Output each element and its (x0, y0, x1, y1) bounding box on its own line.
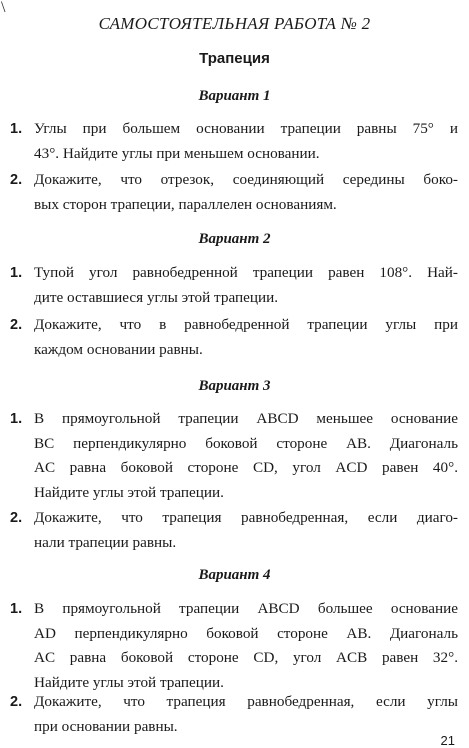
problem-number: 1. (10, 411, 23, 427)
variant-4-problem-1 (10, 597, 458, 695)
problem-line: Докажите, что отрезок, соединяющий середины боко- (34, 171, 458, 188)
corner-mark: \ (1, 0, 6, 16)
variant-3-problem-1 (10, 407, 458, 505)
variant-4-title: Вариант 4 (198, 567, 271, 583)
problem-line: BC перпендикулярно боковой стороне AB. Диагональ (34, 434, 458, 452)
problem-line: Углы при большем основании трапеции равны 75° и (34, 120, 458, 137)
problem-number: 1. (10, 121, 23, 137)
worksheet-header: САМОСТОЯТЕЛЬНАЯ РАБОТА № 2 (98, 14, 371, 33)
variant-2-problem-1 (10, 261, 458, 310)
problem-line: Докажите, что трапеция равнобедренная, если диаго- (34, 509, 458, 526)
problem-line: Докажите, что в равнобедренной трапеции углы при (34, 316, 458, 333)
variant-2-problem-2 (10, 313, 458, 362)
variant-2-title: Вариант 2 (198, 231, 271, 247)
problem-line: В прямоугольной трапеции ABCD большее основание (34, 600, 458, 617)
problem-line: AC равна боковой стороне CD, угол ACD равен 40°. (34, 459, 458, 476)
problem-number: 2. (10, 317, 23, 333)
problem-number: 2. (10, 172, 23, 188)
variant-3-title: Вариант 3 (198, 378, 271, 394)
problem-line: Найдите углы этой трапеции. (34, 483, 224, 501)
problem-number: 2. (10, 694, 23, 710)
variant-3-problem-2 (10, 506, 458, 555)
problem-line: нали трапеции равны. (34, 533, 177, 551)
problem-line: AC равна боковой стороне CD, угол ACB равен 32°. (34, 649, 458, 666)
problem-line: каждом основании равны. (34, 340, 203, 358)
problem-line: Докажите, что трапеция равнобедренная, если углы (34, 693, 458, 710)
variant-1-problem-2 (10, 168, 458, 217)
problem-line: AD перпендикулярно боковой стороне AB. Диагональ (34, 624, 458, 642)
variant-1-problem-1 (10, 117, 458, 166)
variant-1-title: Вариант 1 (198, 88, 271, 104)
problem-line: вых сторон трапеции, параллелен основаниям. (34, 195, 337, 213)
problem-line: Тупой угол равнобедренной трапеции равен 108°. Най- (34, 264, 458, 281)
problem-line: дите оставшиеся углы этой трапеции. (34, 288, 279, 306)
problem-line: 43°. Найдите углы при меньшем основании. (34, 144, 320, 162)
topic-title: Трапеция (199, 50, 270, 67)
variant-4-problem-2 (10, 690, 458, 739)
problem-line: Найдите углы этой трапеции. (34, 673, 224, 691)
problem-line: при основании равны. (34, 717, 178, 735)
problem-line: В прямоугольной трапеции ABCD меньшее основание (34, 410, 458, 427)
page-number: 21 (440, 733, 455, 748)
problem-number: 1. (10, 265, 23, 281)
problem-number: 2. (10, 510, 23, 526)
problem-number: 1. (10, 601, 23, 617)
